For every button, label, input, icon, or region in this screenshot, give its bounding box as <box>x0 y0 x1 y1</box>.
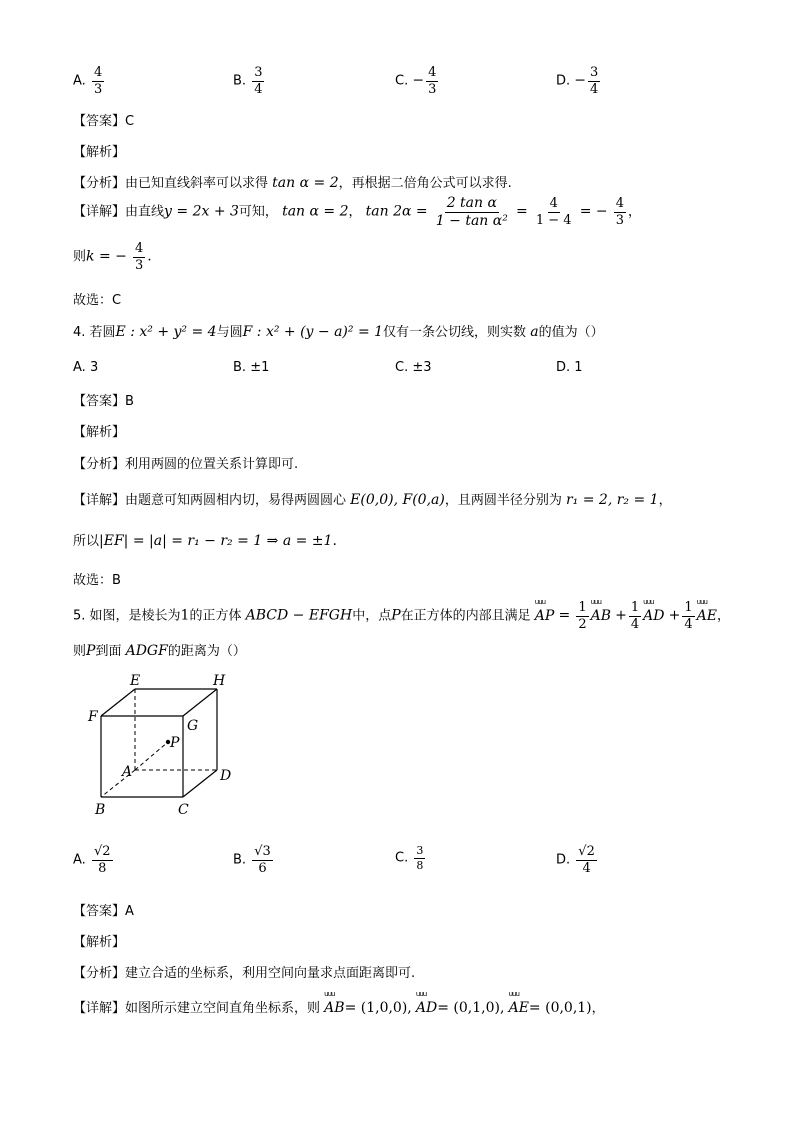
q3-guxuan: 故选：C <box>73 293 122 308</box>
q4-option-c: C. ±3 <box>395 360 432 375</box>
q5-option-b: B. $\frac{√3}{6}$ <box>233 844 271 876</box>
fraction: $\frac{\text{2 tan α}}{\text{1 − tan α²}}$ <box>435 195 508 229</box>
label-E: E <box>130 673 141 689</box>
q4-fenxi: 【分析】利用两圆的位置关系计算即可. <box>73 457 299 472</box>
q4-xiangjie: 【详解】由题意可知两圆相内切，易得两圆圆心 E(0,0), F(0,a)，且两圆半径分别为 r₁ = 2, r₂ = 1， <box>73 492 672 508</box>
vector-ae: uuu AE <box>509 1000 529 1016</box>
minus-sign: − <box>412 72 425 89</box>
fraction: $\frac{3}{4}$ <box>590 65 599 97</box>
q3-option-a <box>73 66 106 96</box>
option-letter: B. <box>233 73 247 89</box>
vector-ab: uuu AB <box>591 608 611 624</box>
fraction: $\frac{4}{3}$ <box>93 65 103 97</box>
q4-suoyi: 所以|EF| = |a| = r₁ − r₂ = 1 ⇒ a = ±1. <box>73 533 337 549</box>
q5-jiexi-heading: 【解析】 <box>73 935 126 950</box>
q5-answer: 【答案】A <box>73 904 134 919</box>
q3-answer: 【答案】C <box>73 114 135 129</box>
vector-ad: uuu AD <box>416 1000 437 1016</box>
q3-fenxi: 【分析】由已知直线斜率可以求得 tan α = 2，再根据二倍角公式可以求得. <box>73 175 512 191</box>
label-A: A <box>122 764 133 780</box>
q3-xiangjie: 【详解】由直线y = 2x + 3可知， tan α = 2， tan 2α = $\frac{\text{2 tan α}}{\text{1 − tan α²}}$ = $\frac{4}{1 - 4}$ = − $\frac{4}{3}$ ， <box>73 195 642 229</box>
q4-option-b: B. ±1 <box>233 360 270 375</box>
q5-stem: 5. 如图，是棱长为1的正方体 ABCD − EFGH中，点P在正方体的内部且满足 uuu AP = $\frac{1}{2}$ uuu AB + $\frac{1}{4}$ uuu AD + $\frac{1}{4}$ uuu AE， <box>73 601 730 631</box>
q5-fenxi: 【分析】建立合适的坐标系，利用空间向量求点面距离即可. <box>73 966 416 981</box>
fraction: $\frac{4}{1 - 4}$ <box>535 196 572 228</box>
vector-ab: uuu AB <box>324 1000 344 1016</box>
q3-ze-line: 则k = − $\frac{4}{3}$ . <box>73 241 152 273</box>
label-P: P <box>170 735 180 751</box>
edge-GH <box>183 689 217 716</box>
q4-jiexi-heading: 【解析】 <box>73 425 126 440</box>
segment-AP-hidden <box>135 742 168 770</box>
fraction: $\frac{4}{3}$ <box>135 241 144 273</box>
fraction: $\frac{1}{4}$ <box>630 600 640 632</box>
edge-FE <box>101 689 135 716</box>
q4-answer: 【答案】B <box>73 394 134 409</box>
cube-figure <box>80 672 250 822</box>
q3-option-d <box>556 66 602 96</box>
q5-option-a: A. $\frac{√2}{8}$ <box>73 844 111 876</box>
label-F: F <box>88 709 98 725</box>
label-D: D <box>220 768 232 784</box>
vector-ae: uuu AE <box>697 608 717 624</box>
label-G: G <box>187 718 199 734</box>
option-letter: C. <box>395 73 409 89</box>
fraction: $\frac{√2}{8}$ <box>93 844 111 876</box>
q4-stem: 4. 若圆E : x² + y² = 4与圆F : x² + (y − a)² = 1仅有一条公切线，则实数 a的值为（） <box>73 324 604 340</box>
label-B: B <box>95 802 106 818</box>
option-letter: D. <box>556 73 571 89</box>
vector-ad: uuu AD <box>643 608 664 624</box>
label-C: C <box>178 802 189 818</box>
vector-ap: uuu AP <box>535 608 555 624</box>
q3-option-c <box>395 66 440 96</box>
q4-guxuan: 故选：B <box>73 573 121 588</box>
q5-xiangjie: 【详解】如图所示建立空间直角坐标系，则 uuu AB= (1,0,0), uuu AD= (0,1,0), uuu AE= (0,0,1)， <box>73 997 605 1016</box>
q4-option-d: D. 1 <box>556 360 583 375</box>
fraction: $\frac{4}{3}$ <box>428 65 437 97</box>
edge-CD <box>183 770 217 797</box>
fraction: $\frac{1}{4}$ <box>684 600 693 632</box>
option-letter: A. <box>73 73 86 89</box>
minus-sign: − <box>574 72 587 89</box>
q3-jiexi-heading: 【解析】 <box>73 145 126 160</box>
q4-option-a: A. 3 <box>73 360 99 375</box>
q5-option-c: C. $\frac{3}{8}$ <box>395 844 424 872</box>
fraction: $\frac{4}{3}$ <box>615 196 625 228</box>
q5-option-d: D. $\frac{√2}{4}$ <box>556 844 595 876</box>
fraction: $\frac{1}{2}$ <box>578 600 587 632</box>
q3-option-b <box>233 66 266 96</box>
fraction: $\frac{√3}{6}$ <box>254 844 271 876</box>
label-H: H <box>213 673 226 689</box>
q5-stem-line2: 则P到面 ADGF的距离为（） <box>73 643 246 659</box>
fraction: $\frac{3}{4}$ <box>254 65 263 97</box>
fraction: $\frac{3}{8}$ <box>416 844 424 872</box>
fraction: $\frac{√2}{4}$ <box>578 844 595 876</box>
